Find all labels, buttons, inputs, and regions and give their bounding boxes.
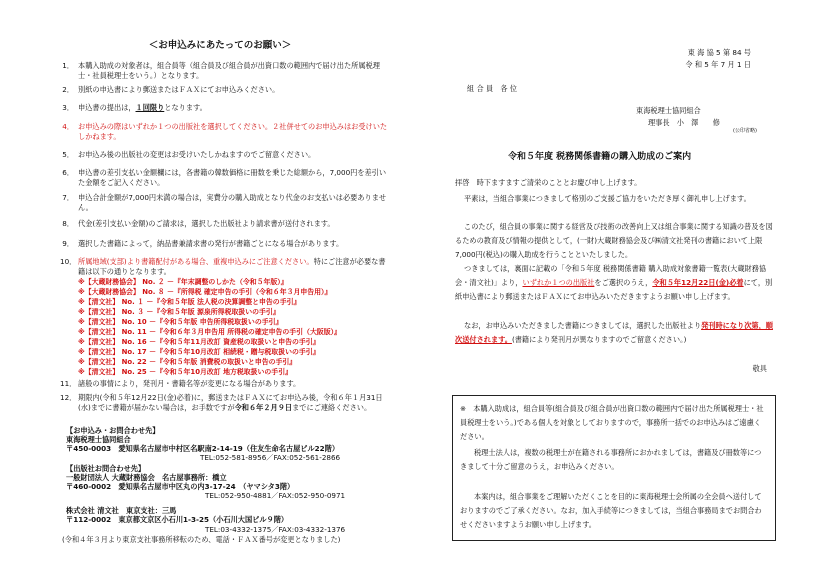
item-text: 別紙の申込書により郵送またはＦＡＸにてお申込みください。 [78,85,280,94]
contact-note: (令和４年３月より東京支社事務所移転のため、電話・ＦＡＸ番号が変更となりました) [62,535,341,544]
book-row [78,358,378,367]
book-publisher: ※【清文社】 [78,368,120,376]
book-title: No. 17 －『令和５年10月改訂 相続税・贈与税取扱いの手引』 [121,348,320,356]
item-text: 諸般の事情により，発刊月・書籍名等が変更になる場合があります。 [78,379,301,388]
item-number: 6． [62,168,74,177]
book-row [78,338,378,347]
book-row [78,348,378,357]
book-publisher: ※【大蔵財務協会】 [78,288,140,296]
sender-name: 理事長 小 澤 修 [648,118,720,127]
book-row [78,298,378,307]
contact-org: 株式会社 清文社 東京支社：三馬 [66,506,177,515]
item-text: お申込み後の出版社の変更はお受けいたしかねますのでご留意ください。 [78,150,316,159]
item-text: 申込書の差引支払い金額欄には，各書籍の韓数価格に冊数を乗じた総額から，7,000円を差引いた金額をご記入ください。 [78,168,387,187]
paragraph: このたび，組合員の事業に関する経営及び技術の改善向上又は組合事業に関する知識の普及を図るための教育及び情報の提供として，(一財)大蔵財務協会及び㈱清文社発刊の書籍において上限7,000円(税込)の購入助成を行うことといたしました。 [455,222,773,259]
item-text: 選択した書籍によって，納品書兼請求書の発行が書籍ごとになる場合があります。 [78,239,344,248]
item-number: 4． [62,122,74,131]
document-date: 令 和 5 年 7 月 1 日 [685,60,751,69]
sender-org: 東海税理士協同組合 [636,106,701,115]
book-publisher: ※【大蔵財務協会】 [78,278,140,286]
item-text-pre: 申込書の提出は， [78,103,136,112]
contact-heading: 【出版社お問合わせ先】 [66,464,146,473]
paragraph-text-red: いずれか１つの出版社 [522,278,595,287]
contact-tel: TEL:052-950-4881／FAX:052-950-0971 [205,491,346,500]
book-row [78,278,378,287]
book-title: No. ８ －『所得税 確定申告の手引（令和６年３月申告用）』 [142,288,332,296]
notice-text: 本案内は，組合事業をご理解いただくことを目的に東海税理士会所属の全会員へ送付しておりますのでご了承ください。なお，加入手続等につきましては，当組合事務局までお問合わせくださいますようお願い申し上げます。 [460,492,762,529]
document-number: 東 海 協 5 第 84 号 [687,48,751,57]
page-title: ＜お申込みにあたってのお願い＞ [148,40,292,51]
notice-heading: 令和５年度 税務関係書籍の購入助成のご案内 [508,152,692,162]
closing: 敬具 [752,364,767,373]
book-publisher: ※【清文社】 [78,348,120,356]
paragraph-text: をご選択のうえ， [594,278,653,287]
book-title: No. 16 －『令和５年11月改訂 資産税の取扱いと申告の手引』 [121,338,320,346]
item-text [78,103,390,113]
item-number: 12． [60,393,77,402]
contact-address: 〒112-0002 東京都文京区小石川1-3-25（小石川大国ビル９階） [66,515,289,524]
contact-tel: TEL:03-4332-1375／FAX:03-4332-1376 [205,525,346,534]
item-number: 10． [60,257,77,266]
book-title: No. 22 －『令和５年版 消費税の取扱いと申告の手引』 [121,358,297,366]
paragraph: 平素は，当組合事業につきまして格別のご支援ご協力をいただき厚く御礼申し上げます。 [464,194,751,203]
item-text: 本購入助成の対象者は，組合員等（組合員及び組合員が出資口数の範囲内で届け出た所属税理士・社員税理士をいう。）となります。 [78,61,380,80]
item-number: 11． [60,379,77,388]
deadline-date: 令和５年12月22日(金)必着 [652,278,744,287]
book-row [78,288,378,297]
notice-text: 税理士法人は，複数の税理士が在籍される事務所におかれましては，書籍及び冊数等につきまして十分ご留意のうえ，お申込みください。 [460,448,762,471]
book-row [78,368,378,377]
item-number: 2． [62,85,74,94]
book-title: No. 25 －『令和５年10月改訂 地方税取扱いの手引』 [121,368,292,376]
book-title: No. 11 －『令和６年３月申告用 所得税の確定申告の手引（大阪版）』 [121,328,341,336]
contact-heading: 【お申込み・お問合わせ先】 [66,426,160,435]
item-text: 申込合計金額が7,000円未満の場合は，実費分の購入助成となり代金のお支払いは必要ありません。 [78,193,387,212]
notice-text: ※ 本購入助成は，組合員等(組合員及び組合員が出資口数の範囲内で届け出た所属税理士・社員税理士をいう。)である個人を対象としておりますので，事務所一括でのお申込みはご遠慮ください。 [460,404,764,441]
book-row [78,318,378,327]
item-text-post: となります。 [164,103,207,112]
item-text-tail: 特にご注意が必要な書籍は以下の通りとなります。 [78,257,386,276]
item-text-red: お申込みの際はいずれか１つの出版社を選択してください。２社併せてのお申込みはお受けいたしかねます。 [78,122,388,141]
item-text-main: 期限内(令和５年12月22日(金)必着)に，郵送またはＦＡＸにてお申込み後，令和６年１月31日(水)までに書籍が届かない場合は，お手数ですが [78,393,383,412]
seal-note: (公印省略) [733,128,757,134]
paragraph-text-red: 発刊時になり次第，順次送付されます。 [455,321,773,344]
item-number: 7． [62,193,74,202]
item-text [78,393,390,412]
item-text [78,257,390,276]
item-text-red: 所属地域(支部)より書籍配付がある場合、重複申込みにご注意ください。 [78,257,314,266]
book-title: No. １ －『令和５年版 法人税の決算調整と申告の手引』 [121,298,301,306]
book-publisher: ※【清文社】 [78,308,120,316]
paragraph [455,262,773,304]
book-title: No. ３ －『令和５年版 源泉所得税取扱いの手引』 [121,308,280,316]
item-text-emphasis: １回限り [135,103,165,112]
book-publisher: ※【清文社】 [78,318,120,326]
item-text-emphasis: 令和６年２月９日 [234,402,293,412]
book-title: No. 10 －『令和５年版 申告所得税取扱いの手引』 [121,318,283,326]
book-title: No. ２ －『年末調整のしかた（令和５年版）』 [142,278,288,286]
paragraph [455,319,773,347]
book-publisher: ※【清文社】 [78,338,120,346]
book-row [78,308,378,317]
item-number: 3． [62,103,74,112]
book-publisher: ※【清文社】 [78,328,120,336]
item-text: 代金(差引支払い金額)のご請求は，選択した出版社より請求書が送付されます。 [78,219,335,228]
list-item [60,61,390,83]
paragraph-text: にて，別紙申込書により郵送またはＦＡＸにてお申込みいただきますようお願い申し上げます。 [455,278,773,301]
item-number: 5． [62,150,74,159]
paragraph-text: なお，お申込みいただきました書籍につきましては，選択した出版社より [464,321,702,330]
book-publisher: ※【清文社】 [78,358,120,366]
item-number: 1． [62,61,74,70]
paragraph-text: つきましては，裏面に記載の「令和５年度 税務関係書籍 購入助成対象書籍一覧表(大蔵財務協会・清文社)」より， [455,264,767,287]
contact-address: 〒450-0003 愛知県名古屋市中村区名駅南2-14-19（住友生命名古屋ビル22階） [66,444,340,453]
greeting: 拝啓 時下ますますご清栄のこととお慶び申し上げます。 [455,178,642,187]
contact-org: 東海税理士協同組合 [66,435,131,444]
item-number: 8． [62,219,74,228]
item-text-post: までにご連絡ください。 [292,402,372,412]
recipient: 組 合 員 各 位 [467,84,517,93]
paragraph-text: (書籍により発刊月が異なりますのでご留意ください。) [511,335,687,344]
contact-address: 〒460-0002 愛知県名古屋市中区丸の内3-17-24 （ヤマシタ3階） [66,482,295,491]
item-number: 9． [62,239,74,248]
contact-tel: TEL:052-581-8956／FAX:052-561-2866 [200,453,341,462]
book-row [78,328,378,337]
list-item [60,122,390,144]
contact-org: 一般財団法人 大蔵財務協会 名古屋事務所：橋立 [66,473,227,482]
book-publisher: ※【清文社】 [78,298,120,306]
